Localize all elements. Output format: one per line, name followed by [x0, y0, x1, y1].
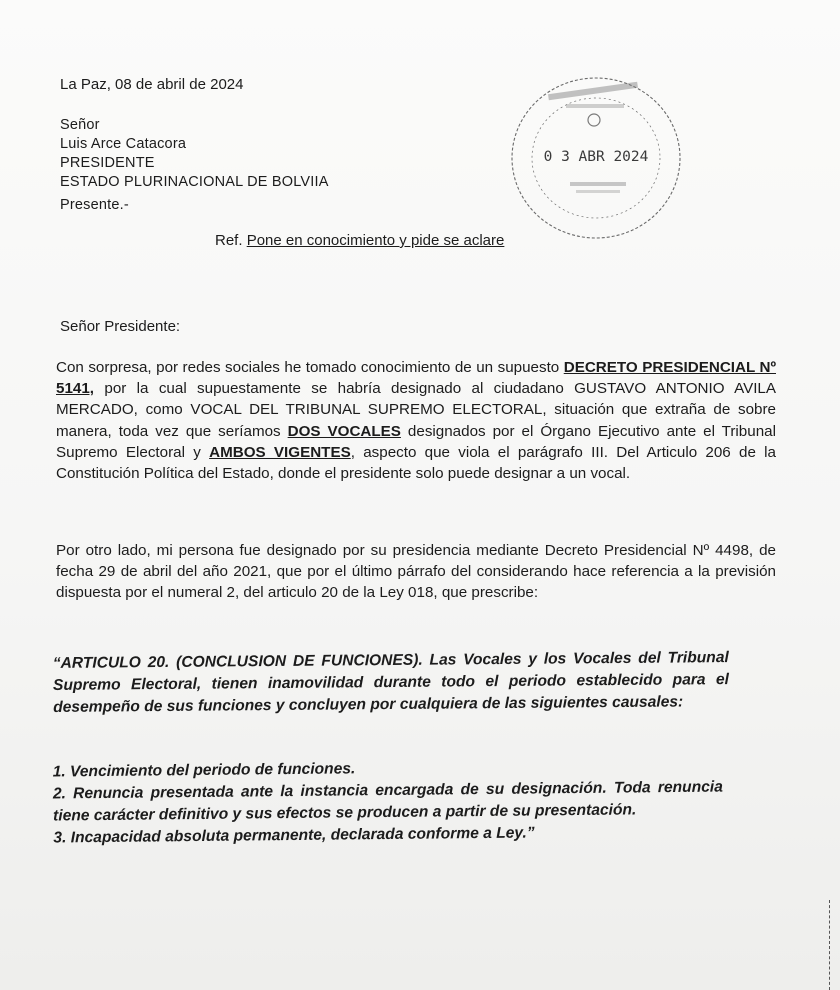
p1-text-a: Con sorpresa, por redes sociales he tomado conocimiento de un supuesto: [56, 359, 564, 376]
article-quote: “ARTICULO 20. (CONCLUSION DE FUNCIONES). Las Vocales y los Vocales del Tribunal Supremo Electoral, tienen inamovilidad durante todo el periodo establecido para el desempeño de sus funciones y concluyen por cualquiera de las siguientes causales:: [52, 649, 730, 716]
scan-edge-mark: [829, 900, 833, 990]
recipient-name: Luis Arce Catacora: [60, 136, 187, 152]
stamp-date: 0 3 ABR 2024: [543, 149, 649, 165]
greeting: Señor Presidente:: [60, 318, 181, 335]
reference-line: [215, 232, 504, 249]
decree-reference: DECRETO PRESIDENCIAL Nº 5141,: [56, 359, 776, 398]
cause-item-2: 2. Renuncia presentada ante la instancia encargada de su designación. Toda renuncia tiene carácter definitivo y sus efectos se producen a partir de su presentación.: [52, 778, 723, 825]
paragraph-1: [56, 357, 776, 484]
recipient-title: PRESIDENTE: [60, 155, 155, 171]
p1-text-c: designados por el Órgano Ejecutivo ante el Tribunal Supremo Electoral y: [56, 422, 776, 461]
reference-subject: Pone en conocimiento y pide se aclare: [246, 232, 505, 249]
letter-date: La Paz, 08 de abril de 2024: [60, 76, 244, 93]
paragraph-2: Por otro lado, mi persona fue designado por su presidencia mediante Decreto Presidencial Nº 4498, de fecha 29 de abril del año 2021, que por el último párrafo del considerando hace referencia a la previsión dispuesta por el numeral 2, del articulo 20 de la Ley 018, que prescribe:: [56, 542, 776, 602]
received-stamp: [508, 74, 684, 242]
article-causes-list: [53, 754, 724, 849]
p1-text-b: por la cual supuestamente se habría designado al ciudadano GUSTAVO ANTONIO AVILA MERCADO, como VOCAL DEL TRIBUNAL SUPREMO ELECTORAL, situación que extraña de sobre manera, toda vez que seríamos: [56, 380, 776, 440]
recipient-presente: Presente.-: [60, 197, 129, 213]
p1-text-d: , aspecto que viola el parágrafo III. Del Articulo 206 de la Constitución Política del Estado, donde el presidente solo puede designar a un vocal.: [56, 443, 776, 483]
dos-vocales-emphasis: DOS VOCALES: [287, 422, 401, 440]
reference-prefix: Ref.: [215, 232, 243, 249]
ambos-vigentes-emphasis: AMBOS VIGENTES: [209, 443, 351, 461]
recipient-salutation: Señor: [60, 117, 100, 133]
cause-item-1: 1. Vencimiento del periodo de funciones.: [52, 760, 356, 781]
recipient-state: ESTADO PLURINACIONAL DE BOLVIIA: [60, 174, 329, 190]
cause-item-3: 3. Incapacidad absoluta permanente, declarada conforme a Ley.”: [53, 824, 535, 847]
